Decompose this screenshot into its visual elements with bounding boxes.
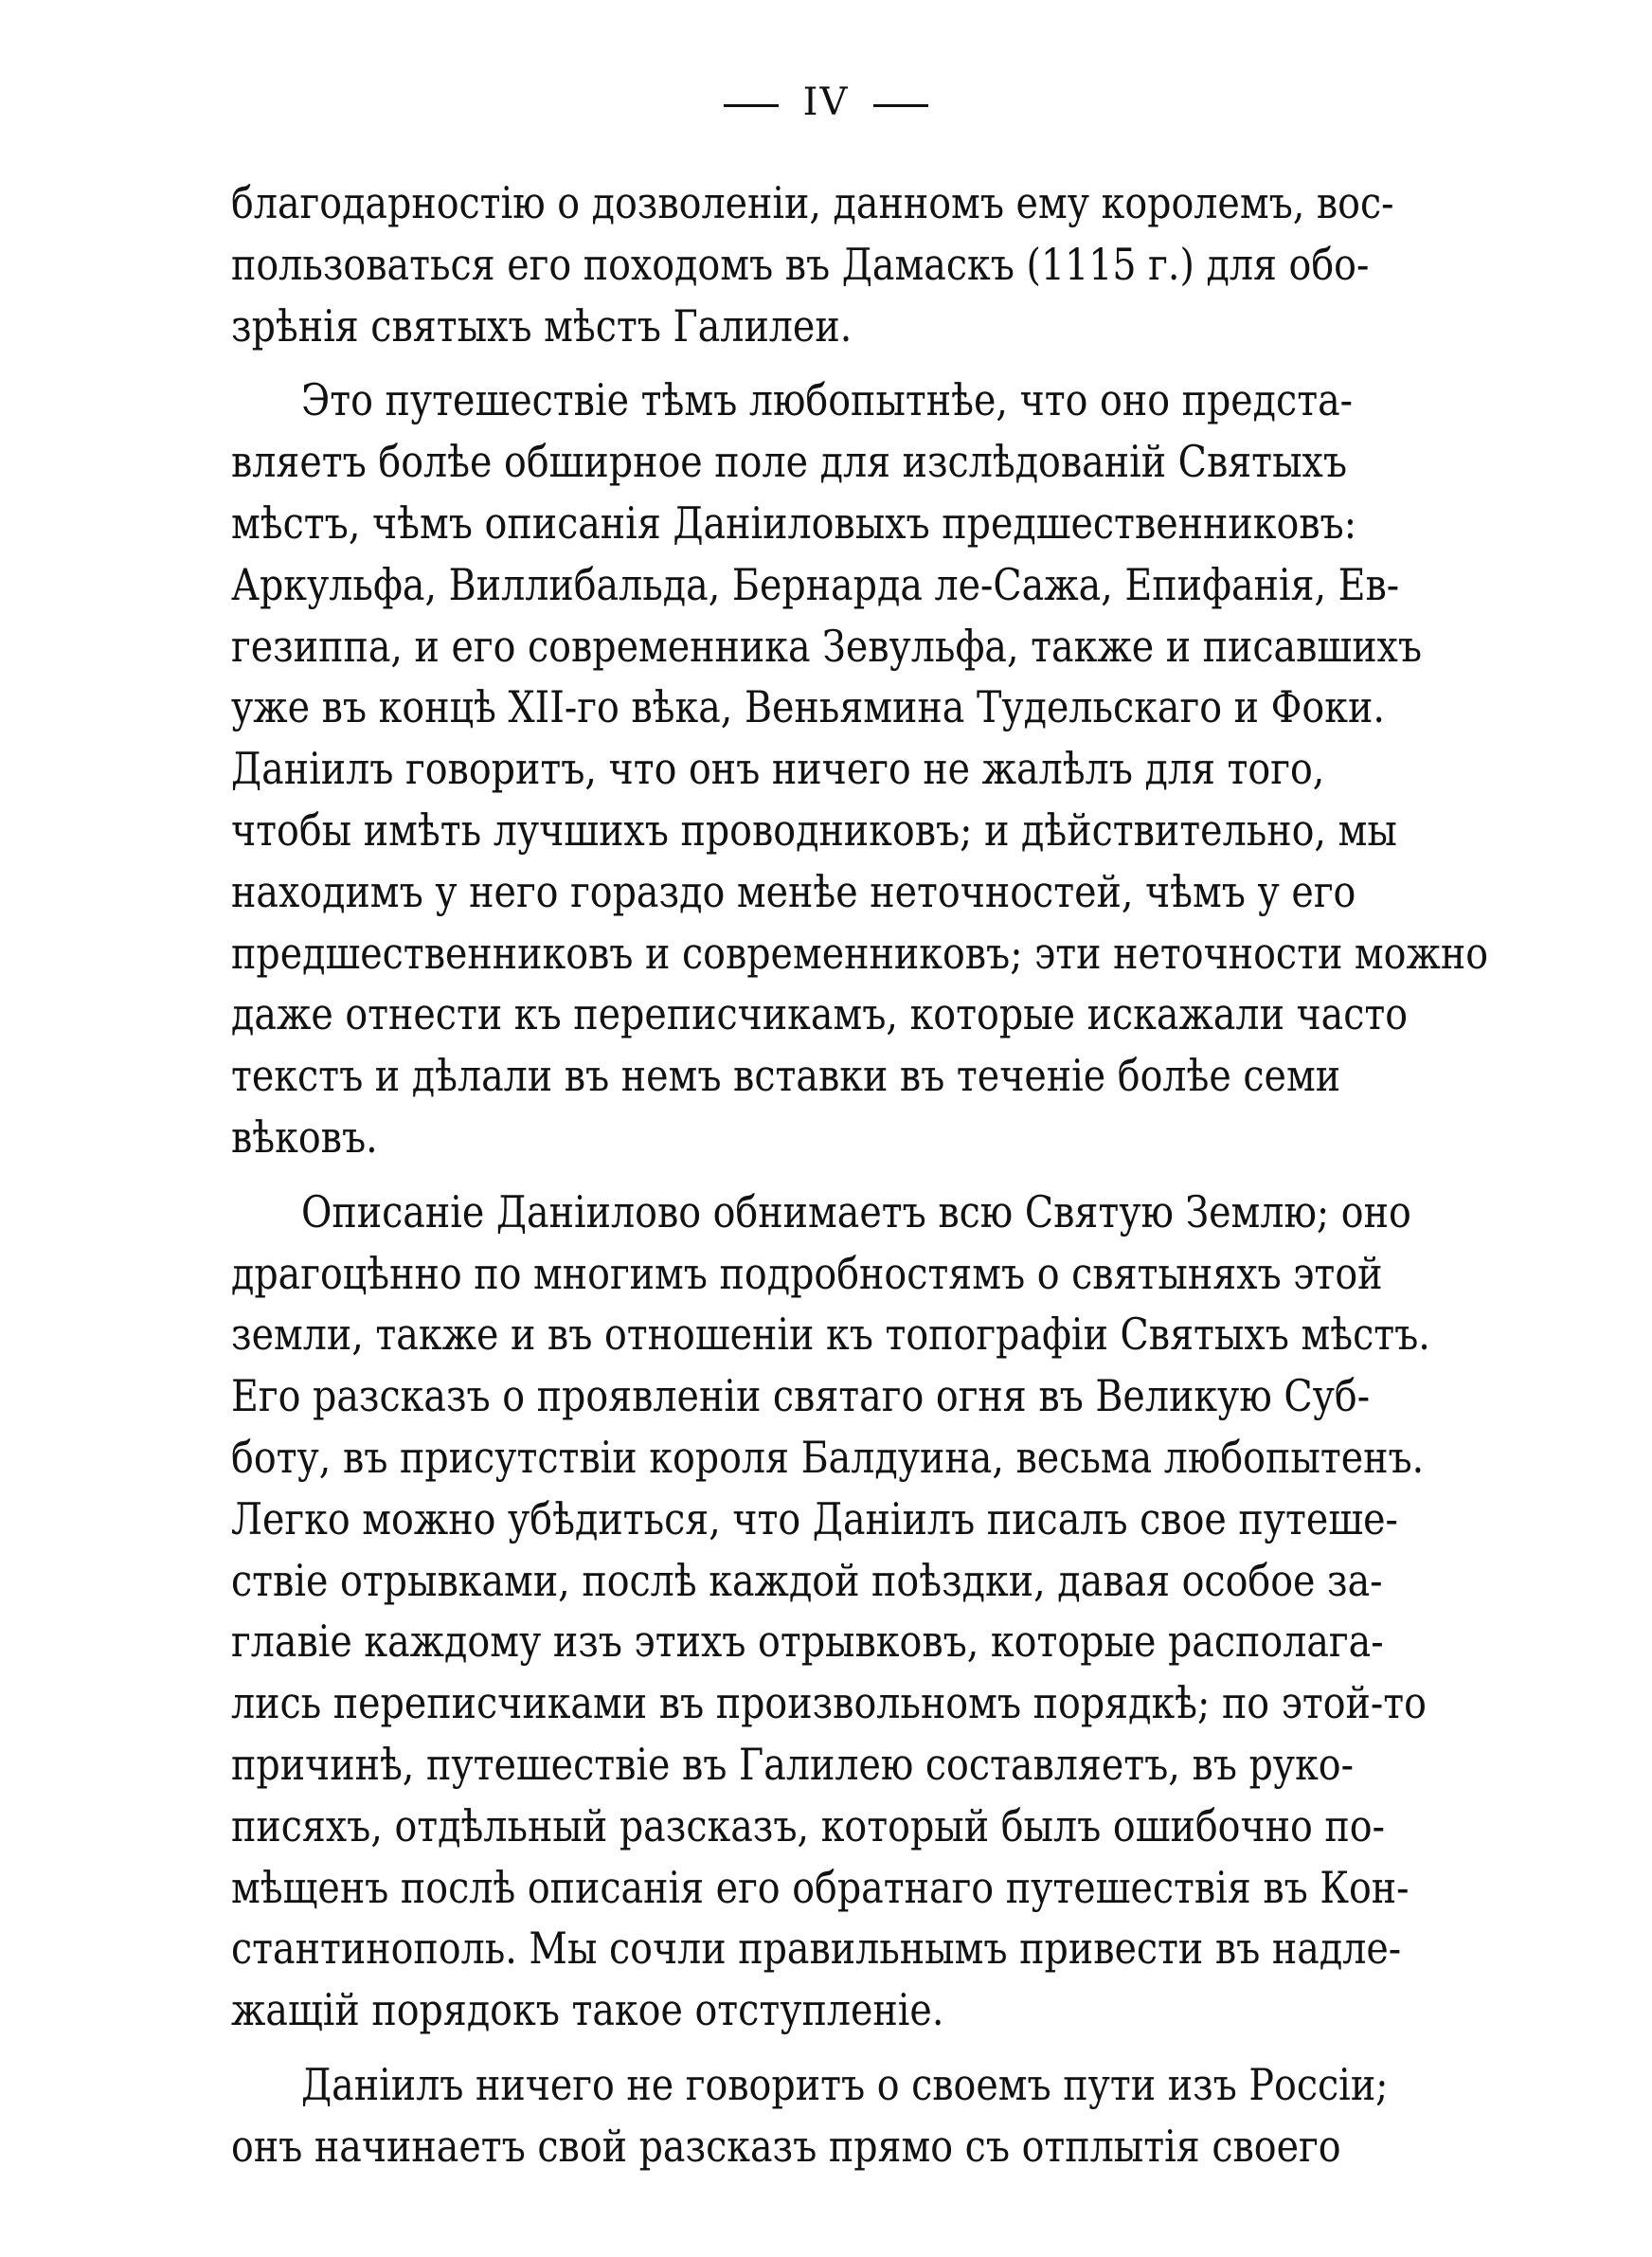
text-line: земли, также и въ отношеніи къ топографіи Святыхъ мѣстъ. — [231, 1309, 1430, 1361]
text-line: лись переписчиками въ произвольномъ порядкѣ; по этой-то — [231, 1677, 1428, 1729]
text-line: жащій порядокъ такое отступленіе. — [231, 1984, 944, 2036]
text-line: пользоваться его походомъ въ Дамаскъ (1115 г.) для обо- — [231, 238, 1370, 290]
text-line: благодарностію о дозволеніи, данномъ ему королемъ, вос- — [231, 177, 1394, 228]
text-line: текстъ и дѣлали въ немъ вставки въ теченіе болѣе семи — [231, 1050, 1341, 1102]
text-line-underlined: Легко можно убѣдиться, что Даніилъ писалъ свое путеше- — [231, 1492, 1398, 1544]
text-line: Описаніе Даніилово обнимаетъ всю Святую Землю; оно — [300, 1185, 1411, 1237]
text-line: находимъ у него гораздо менѣе неточностей, чѣмъ у его — [231, 865, 1356, 917]
text-line: стантинополь. Мы сочли правильнымъ привести въ надле- — [231, 1923, 1402, 1975]
text-line: боту, въ присутствіи короля Балдуина, весьма любопытенъ. — [231, 1431, 1425, 1483]
text-line-underlined: Аркульфа, Виллибальда, Бернарда ле-Сажа, Епифанія, Ев- — [231, 558, 1400, 610]
text-line: вляетъ болѣе обширное поле для изслѣдованій Святыхъ — [231, 436, 1348, 488]
text-line: онъ начинаетъ свой разсказъ прямо съ отплытія своего — [231, 2120, 1341, 2172]
text-line: Даніилъ ничего не говоритъ о своемъ пути изъ Россіи; — [300, 2058, 1389, 2110]
text-line: писяхъ, отдѣльный разсказъ, который былъ ошибочно по- — [231, 1799, 1385, 1851]
text-line: драгоцѣнно по многимъ подробностямъ о святыняхъ этой — [231, 1247, 1383, 1299]
body-text — [231, 172, 1489, 2177]
header-dash-left — [724, 104, 779, 107]
page-number: IV — [802, 81, 850, 124]
text-line-underlined: гезиппа, и его современника Зевульфа, также и писавшихъ — [231, 620, 1423, 672]
text-line: даже отнести къ переписчикамъ, которые искажали часто — [231, 988, 1409, 1040]
text-line-underlined: уже въ концѣ XII-го вѣка, Веньямина Тудельскаго и Фоки. — [231, 681, 1385, 733]
text-line: мѣщенъ послѣ описанія его обратнаго путешествія въ Кон- — [231, 1861, 1410, 1913]
text-line: мѣстъ, чѣмъ описанія Даніиловыхъ предшественниковъ: — [231, 497, 1357, 549]
header-dash-right — [873, 104, 928, 107]
text-line-underlined: ствіе отрывками, послѣ каждой поѣздки, давая особое за- — [231, 1554, 1383, 1606]
text-line: Его разсказъ о проявленіи святаго огня въ Великую Суб- — [231, 1370, 1371, 1422]
text-line: причинѣ, путешествіе въ Галилею составляетъ, въ руко- — [231, 1738, 1354, 1790]
text-line: главіе каждому изъ этихъ отрывковъ, которые располага- — [231, 1616, 1384, 1668]
text-line: Это путешествіе тѣмъ любопытнѣе, что оно предста- — [300, 374, 1354, 426]
text-line: Даніилъ говоритъ, что онъ ничего не жалѣлъ для того, — [231, 743, 1325, 795]
text-line: зрѣнія святыхъ мѣстъ Галилеи. — [231, 299, 853, 352]
text-line: предшественниковъ и современниковъ; эти неточности можно — [231, 927, 1489, 979]
text-line: чтобы имѣть лучшихъ проводниковъ; и дѣйствительно, мы — [231, 803, 1397, 856]
page-header — [0, 81, 1652, 124]
text-line: вѣковъ. — [231, 1110, 378, 1163]
